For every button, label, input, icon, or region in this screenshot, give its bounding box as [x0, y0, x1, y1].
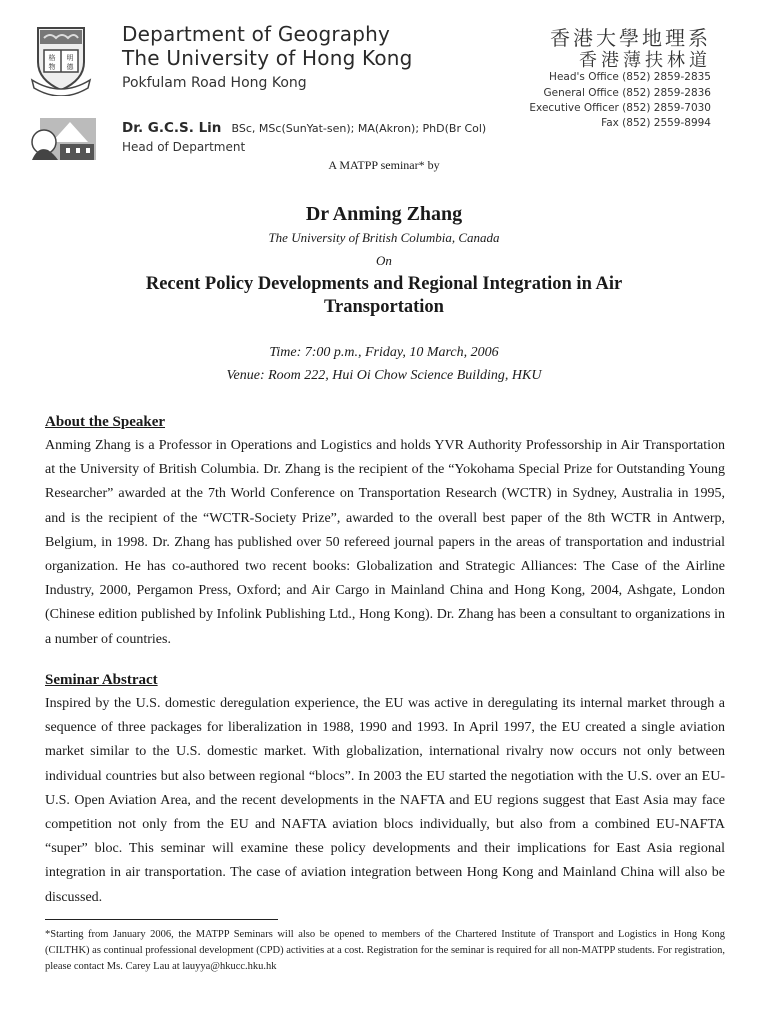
university-title: The University of Hong Kong: [122, 46, 413, 70]
svg-text:德: 德: [66, 63, 74, 71]
speaker-affiliation: The University of British Columbia, Canada: [268, 230, 500, 245]
head-degrees: BSc, MSc(SunYat-sen); MA(Akron); PhD(Br Col): [231, 122, 487, 135]
about-speaker-heading: About the Speaker: [45, 414, 166, 430]
abstract-heading: Seminar Abstract: [45, 672, 158, 688]
about-speaker-text: Anming Zhang is a Professor in Operations and Logistics and holds YVR Authority Professorship in Air Transportation at the University of British Columbia. Dr. Zhang is the recipient of the “Yokohama Special Prize for Outstanding Young Researcher” awarded at the 7th World Conference on Transportation Research (WCTR) in Sydney, Australia in 1995, and is the recipient of the “WCTR-Society Prize”, awarded to the overall best paper of the 8th WCTR in Antwerp, Belgium, in 1998. Dr. Zhang has published over 50 refereed journal papers in the areas of transportation and industrial organization. He has co-authored two recent books: Globalization and Strategic Alliances: The Case of the Airline Industry, 2000, Pergamon Press, Oxford; and Air Cargo in Mainland China and Hong Kong, 2004, Ashgate, London (Chinese edition published by Infolink Publishing Ltd., Hong Kong). Dr. Zhang has been a consultant to organizations in a number of countries.: [45, 438, 725, 647]
department-address: Pokfulam Road Hong Kong: [122, 75, 307, 91]
seminar-intro: A MATPP seminar* by: [328, 158, 440, 172]
head-title: Head of Department: [122, 140, 246, 154]
university-crest-icon: [30, 24, 92, 96]
contact-general-office: General Office (852) 2859-2836: [543, 86, 711, 99]
seminar-title: Recent Policy Developments and Regional Integration in Air Transportation: [145, 274, 623, 317]
department-logo-icon: [30, 116, 98, 162]
chinese-department-name: 香港大學地理系: [550, 26, 711, 50]
seminar-time: Time: 7:00 p.m., Friday, 10 March, 2006: [269, 345, 499, 360]
contact-executive-officer: Executive Officer (852) 2859-7030: [529, 102, 711, 114]
svg-text:物: 物: [48, 63, 56, 71]
head-name: Dr. G.C.S. Lin: [122, 120, 222, 136]
department-title: Department of Geography: [122, 22, 391, 46]
head-of-department-line: [122, 120, 486, 136]
on-label: On: [376, 253, 392, 268]
contact-heads-office: Head's Office (852) 2859-2835: [549, 71, 711, 83]
seminar-venue: Venue: Room 222, Hui Oi Chow Science Building, HKU: [226, 368, 542, 383]
fax-number: Fax (852) 2559-8994: [601, 117, 711, 129]
svg-text:格: 格: [48, 54, 56, 62]
contact-list: [529, 70, 711, 117]
footnote-text: *Starting from January 2006, the MATPP Seminars will also be opened to members of the Chartered Institute of Transport and Logistics in Hong Kong (CILTHK) as continual professional development (CPD) activities at a cost. Registration for the seminar is required for all non-MATPP students. For registration, please contact Ms. Carey Lau at lauyya@hkucc.hku.hk: [45, 929, 725, 972]
svg-text:明: 明: [66, 54, 74, 62]
speaker-name: Dr Anming Zhang: [305, 203, 463, 225]
abstract-text: Inspired by the U.S. domestic deregulation experience, the EU was active in deregulating its internal market through a sequence of three packages for liberalization in 1988, 1990 and 1993. In April 1997, the EU created a single aviation market similar to the U.S. domestic market. With globalization, international rivalry now occurs not only between individual countries but also between regional “blocs”. In 2003 the EU started the negotiation with the U.S. over an EU-U.S. Open Aviation Area, and the recent developments in the NAFTA and EU regions suggest that East Asia may face competition not only from the EU and NAFTA aviation blocs individually, but also from a combined EU-NAFTA “super” bloc. This seminar will examine these policy developments and their implications for East Asia regional integration in air transportation. The case of aviation integration between Hong Kong and Mainland China will also be discussed.: [45, 696, 725, 905]
chinese-address: 香港薄扶林道: [579, 50, 711, 71]
footnote-divider: [45, 919, 278, 920]
department-name: [122, 22, 413, 70]
